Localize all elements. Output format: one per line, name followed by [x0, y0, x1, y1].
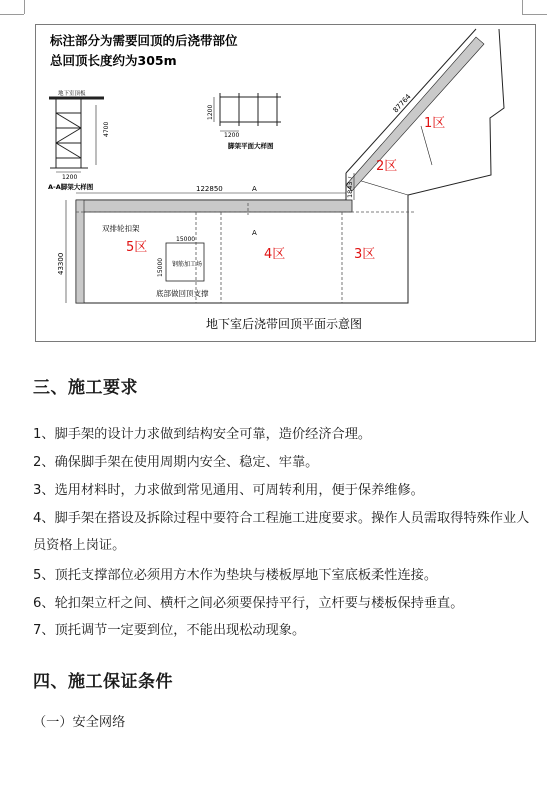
- requirement-item-5-text: 5、顶托支撑部位必须用方木作为垫块与楼板厚地下室底板柔性连接。: [33, 568, 438, 583]
- requirement-item-5: [33, 566, 529, 586]
- requirement-item-3: 3、选用材料时，力求做到常见通用、可周转利用，便于保养维修。: [33, 483, 424, 498]
- zone-1-label: 1区: [424, 116, 446, 131]
- aa-height-dim: 4700: [103, 121, 110, 137]
- steel-yard-label: 钢筋加工场: [172, 261, 203, 268]
- dim-total: 122850: [196, 185, 223, 193]
- box-height-dim: 15000: [157, 257, 164, 277]
- dim-diag: 87764: [391, 92, 413, 115]
- aa-scaffold-detail: [49, 98, 104, 172]
- requirement-item-2: 2、确保脚手架在使用周期内安全、稳定、牢靠。: [33, 455, 319, 470]
- plan-scaffold-detail: [214, 93, 281, 131]
- aa-title: A-A脚架大样图: [48, 183, 94, 191]
- requirement-item-4: 4、脚手架在搭设及拆除过程中要符合工程施工进度要求。操作人员需取得特殊作业人员资格上岗证。: [33, 511, 530, 553]
- aa-top-label: 地下室顶板: [58, 91, 86, 97]
- floor-plan-figure: [35, 24, 536, 342]
- bottom-support-label: 底部做回顶支撑: [156, 289, 209, 298]
- post-pour-strip: [76, 37, 484, 303]
- requirement-item-6: 6、轮扣架立杆之间、横杆之间必须要保持平行，立杆要与楼板保持垂直。: [33, 596, 464, 611]
- dim-left: 43300: [57, 252, 65, 275]
- dim-small: 1843: [346, 181, 354, 198]
- zone-4-label: 4区: [264, 247, 286, 262]
- building-outline: [76, 29, 504, 303]
- section4-heading: 四、施工保证条件: [33, 672, 173, 692]
- section3-heading: 三、施工要求: [33, 378, 138, 398]
- section-a-top: A: [252, 185, 257, 193]
- plan-height-dim: 1200: [207, 104, 214, 120]
- plan-title: 脚架平面大样图: [228, 142, 274, 150]
- requirement-item-1: 1、脚手架的设计力求做到结构安全可靠，造价经济合理。: [33, 427, 372, 442]
- requirement-item-7: 7、顶托调节一定要到位，不能出现松动现象。: [33, 623, 306, 638]
- zone-2-label: 2区: [376, 159, 398, 174]
- plan-width-dim: 1200: [224, 132, 240, 139]
- zone-5-label: 5区: [126, 240, 148, 255]
- section4-subheading: （一）安全网络: [33, 715, 126, 730]
- figure-title-line1: 标注部分为需要回顶的后浇带部位: [50, 33, 238, 48]
- floor-plan-drawing: [36, 25, 536, 342]
- figure-caption: 地下室后浇带回顶平面示意图: [206, 317, 363, 331]
- aa-width-dim: 1200: [62, 174, 78, 181]
- section-a-bottom: A: [252, 229, 257, 237]
- box-width-dim: 15000: [176, 236, 196, 243]
- figure-title-line2: 总回顶长度约为305m: [50, 53, 177, 68]
- scaffold-label: 双排轮扣架: [102, 224, 140, 233]
- zone-3-label: 3区: [354, 247, 376, 262]
